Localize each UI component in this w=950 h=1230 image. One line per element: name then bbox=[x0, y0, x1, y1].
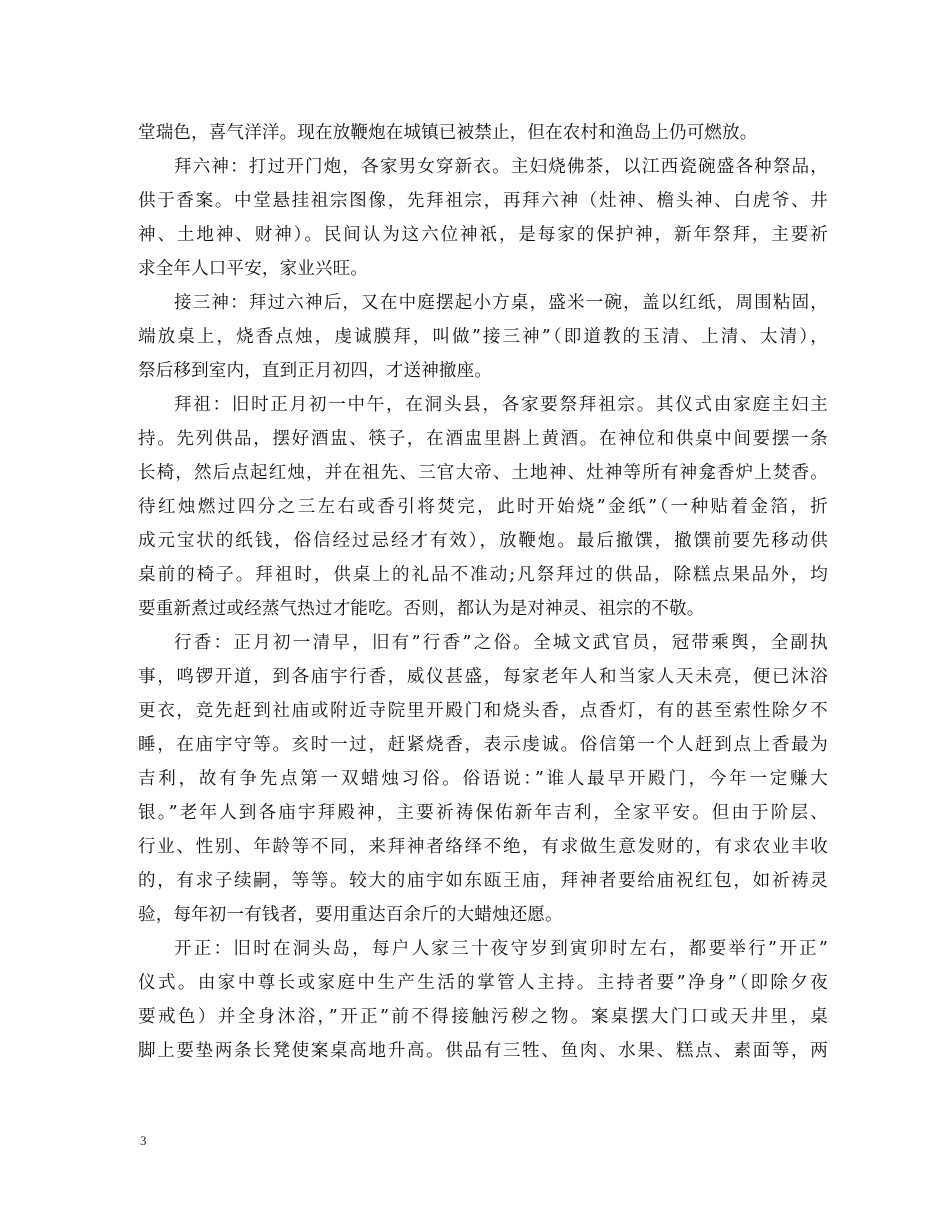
text-line: 拜祖：旧时正月初一中午，在洞头县，各家要祭拜祖宗。其仪式由家庭主妇主 bbox=[174, 395, 828, 415]
text-line: 持。先列供品，摆好酒盅、筷子，在酒盅里斟上黄酒。在神位和供桌中间要摆一条 bbox=[138, 429, 828, 449]
text-line: 供于香案。中堂悬挂祖宗图像，先拜祖宗，再拜六神（灶神、檐头神、白虎爷、井 bbox=[138, 191, 828, 211]
text-line: 要戒色）并全身沐浴，”开正”前不得接触污秽之物。案桌摆大门口或天井里，桌 bbox=[138, 1007, 828, 1027]
text-line: 事，鸣锣开道，到各庙宇行香，威仪甚盛，每家老年人和当家人天未亮，便已沐浴 bbox=[138, 667, 828, 687]
text-line: 睡，在庙宇守等。亥时一过，赶紧烧香，表示虔诚。俗信第一个人赶到点上香最为 bbox=[138, 735, 828, 755]
text-line: 桌前的椅子。拜祖时，供桌上的礼品不准动;凡祭拜过的供品，除糕点果品外，均 bbox=[138, 565, 828, 585]
text-line: 行业、性别、年龄等不同，来拜神者络绎不绝，有求做生意发财的，有求农业丰收 bbox=[138, 837, 828, 857]
text-line: 接三神：拜过六神后，又在中庭摆起小方桌，盛米一碗，盖以红纸，周围粘固， bbox=[174, 293, 828, 313]
text-line: 银。”老年人到各庙宇拜殿神，主要祈祷保佑新年吉利，全家平安。但由于阶层、 bbox=[138, 803, 828, 823]
text-line: 吉利，故有争先点第一双蜡烛习俗。俗语说：”谁人最早开殿门，今年一定赚大 bbox=[138, 769, 828, 789]
text-line: 求全年人口平安，家业兴旺。 bbox=[138, 259, 369, 279]
text-line: 堂瑞色，喜气洋洋。现在放鞭炮在城镇已被禁止，但在农村和渔岛上仍可燃放。 bbox=[138, 123, 758, 143]
text-line: 脚上要垫两条长凳使案桌高地升高。供品有三牲、鱼肉、水果、糕点、素面等，两 bbox=[138, 1041, 828, 1061]
text-line: 神、土地神、财神）。民间认为这六位神祇，是每家的保护神，新年祭拜，主要祈 bbox=[138, 225, 828, 245]
text-line: 行香：正月初一清早，旧有”行香”之俗。全城文武官员，冠带乘舆，全副执 bbox=[174, 633, 828, 653]
text-line: 的，有求子续嗣，等等。较大的庙宇如东瓯王庙，拜神者要给庙祝红包，如祈祷灵 bbox=[138, 871, 828, 891]
text-line: 成元宝状的纸钱，俗信经过忌经才有效），放鞭炮。最后撤馔，撤馔前要先移动供 bbox=[138, 531, 828, 551]
text-line: 拜六神：打过开门炮，各家男女穿新衣。主妇烧佛茶，以江西瓷碗盛各种祭品， bbox=[174, 157, 828, 177]
text-line: 待红烛燃过四分之三左右或香引将焚完，此时开始烧”金纸”（一种贴着金箔，折 bbox=[138, 497, 828, 517]
text-line: 更衣，竞先赶到社庙或附近寺院里开殿门和烧头香，点香灯，有的甚至索性除夕不 bbox=[138, 701, 828, 721]
text-line: 开正：旧时在洞头岛，每户人家三十夜守岁到寅卯时左右，都要举行”开正” bbox=[174, 939, 828, 959]
text-line: 要重新煮过或经蒸气热过才能吃。否则，都认为是对神灵、祖宗的不敬。 bbox=[138, 599, 705, 619]
text-line: 端放桌上，烧香点烛，虔诚膜拜，叫做”接三神”（即道教的玉清、上清、太清）， bbox=[138, 327, 828, 347]
page-number: 3 bbox=[140, 1133, 147, 1148]
text-line: 验，每年初一有钱者，要用重达百余斤的大蜡烛还愿。 bbox=[138, 905, 563, 925]
text-line: 祭后移到室内，直到正月初四，才送神撤座。 bbox=[138, 361, 492, 381]
body-text bbox=[138, 116, 828, 1068]
text-line: 长椅，然后点起红烛，并在祖先、三官大帝、土地神、灶神等所有神龛香炉上焚香。 bbox=[138, 463, 828, 483]
text-line: 仪式。由家中尊长或家庭中生产生活的掌管人主持。主持者要”净身”（即除夕夜 bbox=[138, 973, 828, 993]
